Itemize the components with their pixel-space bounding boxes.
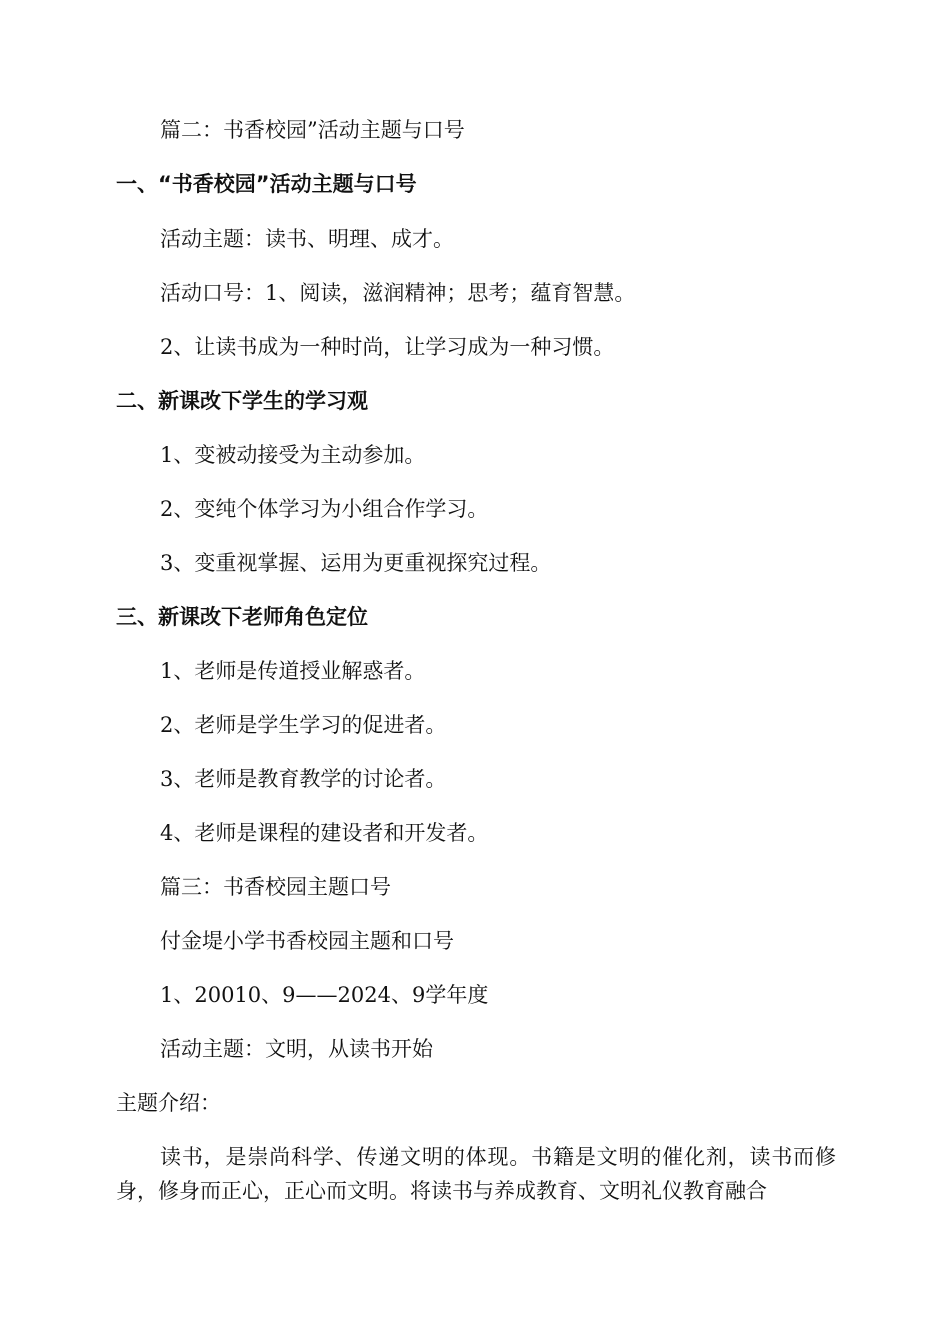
activity-theme-civilization: 活动主题：文明，从读书开始 bbox=[160, 1037, 433, 1061]
heading-1: 一、“书香校园”活动主题与口号 bbox=[116, 172, 417, 196]
heading-3: 三、新课改下老师角色定位 bbox=[116, 605, 368, 629]
list-item: 2、变纯个体学习为小组合作学习。 bbox=[160, 497, 489, 521]
section-title-part-three: 篇三：书香校园主题口号 bbox=[160, 875, 391, 899]
activity-slogan-1: 活动口号：1、阅读，滋润精神；思考；蕴育智慧。 bbox=[160, 281, 636, 305]
list-item: 3、变重视掌握、运用为更重视探究过程。 bbox=[160, 551, 552, 575]
list-item: 1、变被动接受为主动参加。 bbox=[160, 443, 426, 467]
heading-2: 二、新课改下学生的学习观 bbox=[116, 389, 368, 413]
list-item: 3、老师是教育教学的讨论者。 bbox=[160, 767, 447, 791]
activity-theme: 活动主题：读书、明理、成才。 bbox=[160, 227, 454, 251]
theme-intro-label: 主题介绍： bbox=[116, 1091, 221, 1115]
section-title-part-two: 篇二：书香校园”活动主题与口号 bbox=[160, 118, 465, 142]
activity-slogan-2: 2、让读书成为一种时尚，让学习成为一种习惯。 bbox=[160, 335, 615, 359]
theme-intro-paragraph: 读书，是崇尚科学、传递文明的体现。书籍是文明的催化剂，读书而修身，修身而正心，正心而文明。将读书与养成教育、文明礼仪教育融合 bbox=[116, 1145, 836, 1203]
list-item: 4、老师是课程的建设者和开发者。 bbox=[160, 821, 489, 845]
school-year: 1、20010、9——2024、9学年度 bbox=[160, 983, 489, 1007]
list-item: 1、老师是传道授业解惑者。 bbox=[160, 659, 426, 683]
list-item: 2、老师是学生学习的促进者。 bbox=[160, 713, 447, 737]
school-theme-title: 付金堤小学书香校园主题和口号 bbox=[160, 929, 454, 953]
